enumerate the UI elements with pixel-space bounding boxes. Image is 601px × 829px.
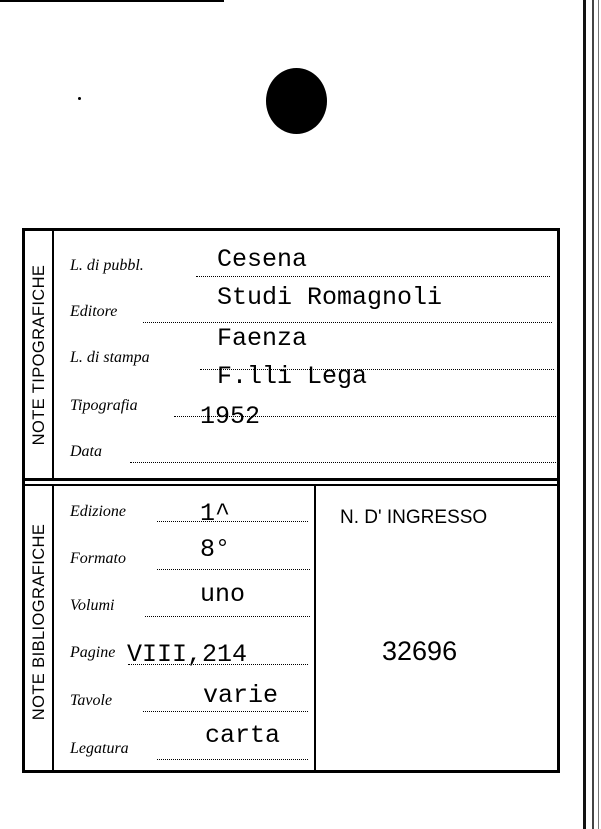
field-value: uno: [200, 580, 246, 609]
dotted-line: [157, 569, 310, 570]
field-value: Faenza: [217, 324, 308, 353]
dotted-line: [143, 322, 552, 323]
field-label: Edizione: [70, 503, 126, 520]
field-label: Legatura: [70, 740, 129, 757]
ingresso-number: 32696: [382, 636, 458, 666]
dotted-line: [130, 462, 556, 463]
section-title-divider: [52, 230, 54, 478]
section-title-bibliografiche: NOTE BIBLIOGRAFICHE: [30, 523, 48, 721]
card-edge-shadow-2: [592, 0, 594, 829]
dotted-line: [157, 521, 308, 522]
section-divider: [24, 478, 558, 481]
field-value: 8°: [200, 535, 231, 564]
field-value: varie: [203, 681, 279, 710]
dotted-line: [196, 276, 550, 277]
field-label: L. di pubbl.: [70, 257, 144, 274]
field-label: Formato: [70, 550, 126, 567]
dotted-line: [145, 616, 310, 617]
field-label: Pagine: [70, 644, 116, 661]
field-value: 1^: [200, 499, 231, 528]
dotted-line: [143, 711, 308, 712]
column-divider: [314, 486, 316, 770]
ingresso-label: N. D' INGRESSO: [340, 507, 488, 528]
field-value: Cesena: [217, 245, 308, 274]
field-label: Tipografia: [70, 397, 138, 414]
top-edge-line: [0, 0, 224, 2]
card-edge-shadow-3: [598, 0, 599, 829]
field-value: 1952: [200, 402, 261, 431]
field-value: Studi Romagnoli: [217, 283, 443, 312]
card-edge-shadow: [583, 0, 586, 829]
field-value: VIII,214: [127, 640, 248, 669]
punch-hole: [266, 68, 327, 134]
ink-speck: [78, 97, 81, 100]
field-label: Editore: [70, 303, 118, 320]
field-value: carta: [205, 721, 281, 750]
section-title-tipografiche: NOTE TIPOGRAFICHE: [30, 264, 48, 446]
field-value: F.lli Lega: [217, 362, 368, 391]
field-label: Volumi: [70, 597, 115, 614]
field-label: Tavole: [70, 692, 113, 709]
dotted-line: [157, 759, 308, 760]
field-label: Data: [70, 443, 102, 460]
field-label: L. di stampa: [70, 349, 150, 366]
section-divider: [24, 484, 558, 486]
section-title-divider: [52, 484, 54, 770]
